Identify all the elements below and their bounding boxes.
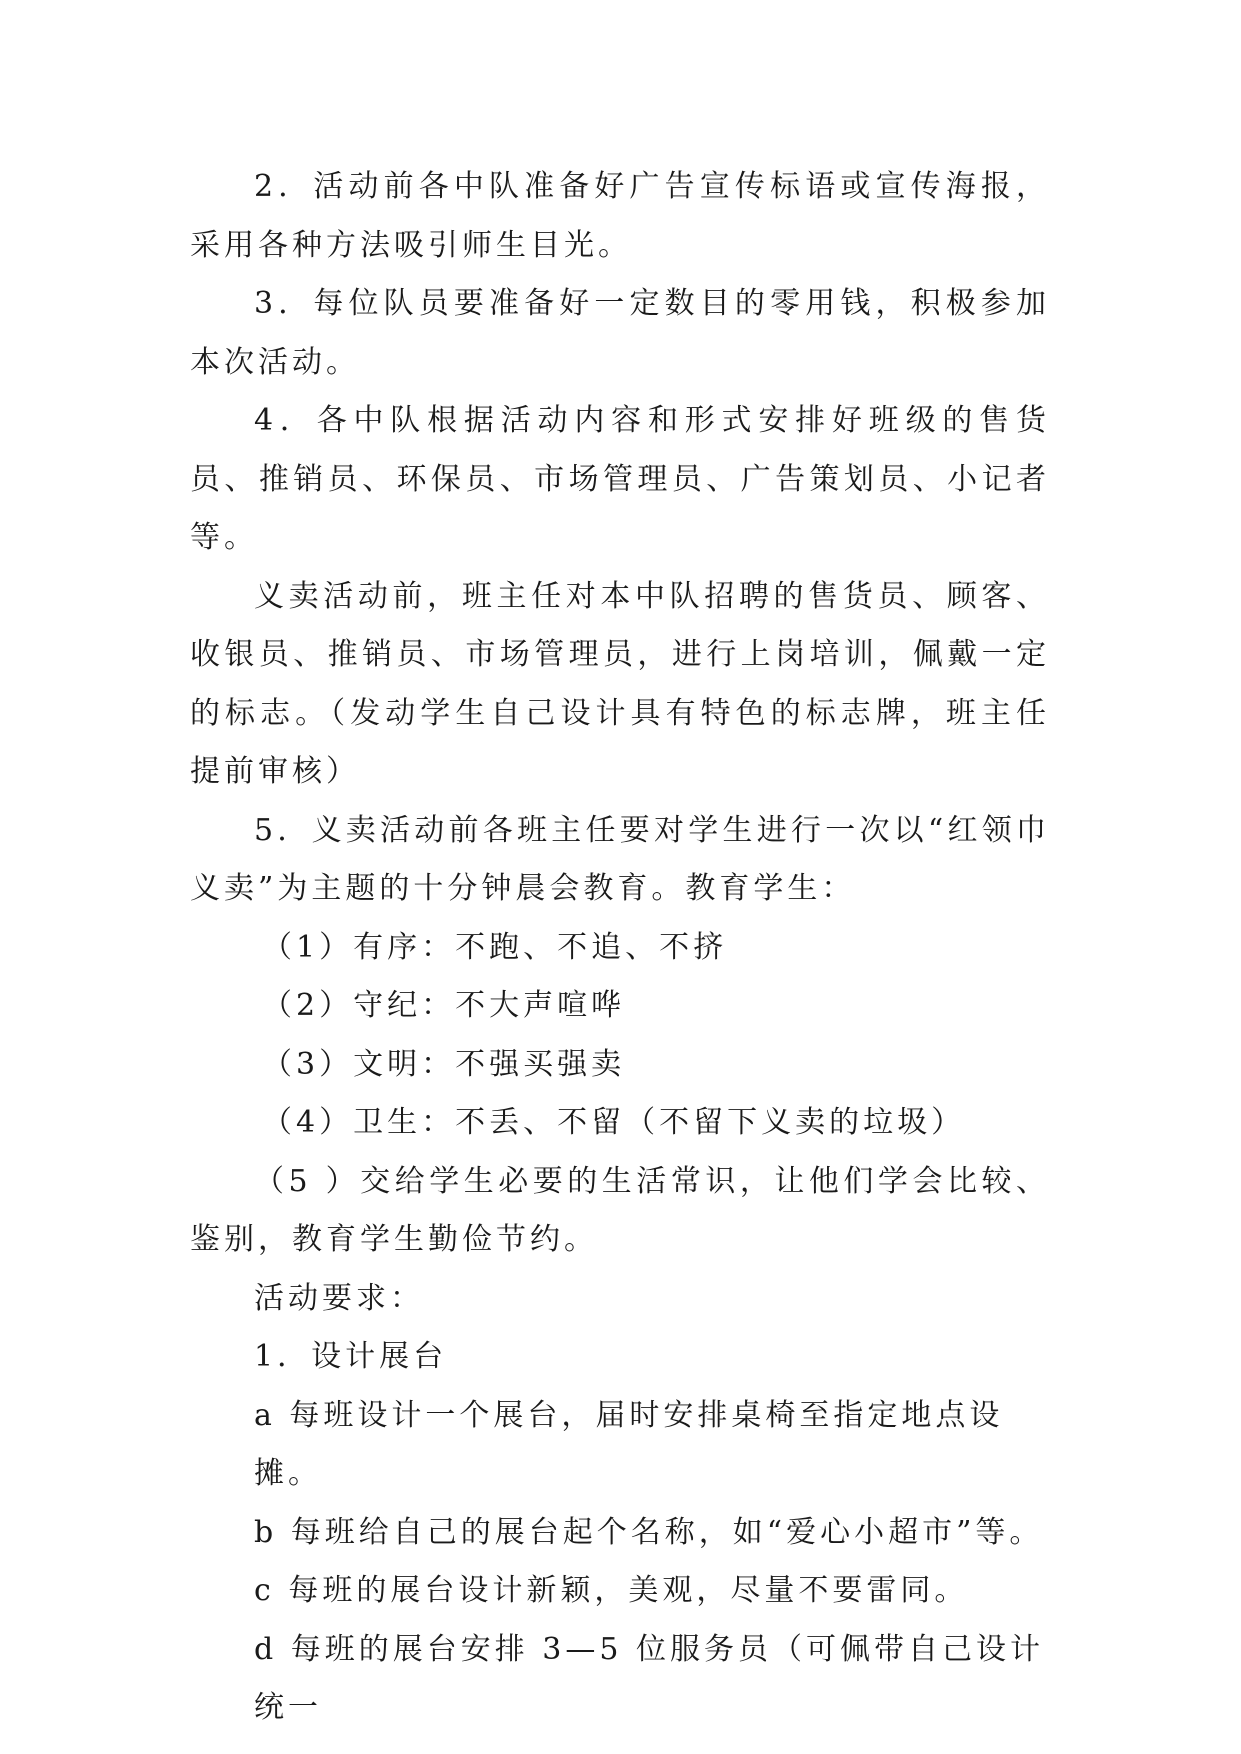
paragraph-5: 5．义卖活动前各班主任要对学生进行一次以“红领巾义卖”为主题的十分钟晨会教育。教育学生： (190, 812, 1050, 906)
document-body (190, 158, 1050, 1738)
education-item-1: （1）有序：不跑、不追、不挤 (262, 929, 728, 965)
requirement-item-c: c 每班的展台设计新颖，美观，尽量不要雷同。 (254, 1573, 969, 1608)
education-item-3: （3）文明：不强买强卖 (262, 1046, 626, 1082)
requirements-heading: 活动要求： (254, 1280, 424, 1316)
requirement-1-heading: 1．设计展台 (254, 1339, 448, 1374)
requirement-item-a: a 每班设计一个展台，届时安排桌椅至指定地点设摊。 (254, 1397, 1004, 1491)
paragraph-4: 4．各中队根据活动内容和形式安排好班级的售货员、推销员、环保员、市场管理员、广告策划员、小记者等。 (190, 403, 1050, 555)
paragraph-2: 2．活动前各中队准备好广告宣传标语或宣传海报，采用各种方法吸引师生目光。 (190, 169, 1050, 263)
education-item-5: （5 ）交给学生必要的生活常识，让他们学会比较、鉴别，教育学生勤俭节约。 (190, 1163, 1050, 1257)
requirement-item-d: d 每班的展台安排 3—5 位服务员（可佩带自己设计统一 (254, 1631, 1044, 1725)
education-item-2: （2）守纪：不大声喧哗 (262, 988, 626, 1023)
requirement-item-b: b 每班给自己的展台起个名称，如“爱心小超市”等。 (254, 1514, 1044, 1550)
paragraph-training: 义卖活动前，班主任对本中队招聘的售货员、顾客、收银员、推销员、市场管理员，进行上岗培训，佩戴一定的标志。（发动学生自己设计具有特色的标志牌，班主任提前审核） (190, 578, 1050, 789)
paragraph-3: 3．每位队员要准备好一定数目的零用钱，积极参加本次活动。 (190, 286, 1050, 380)
education-item-4: （4）卫生：不丢、不留（不留下义卖的垃圾） (262, 1105, 966, 1140)
